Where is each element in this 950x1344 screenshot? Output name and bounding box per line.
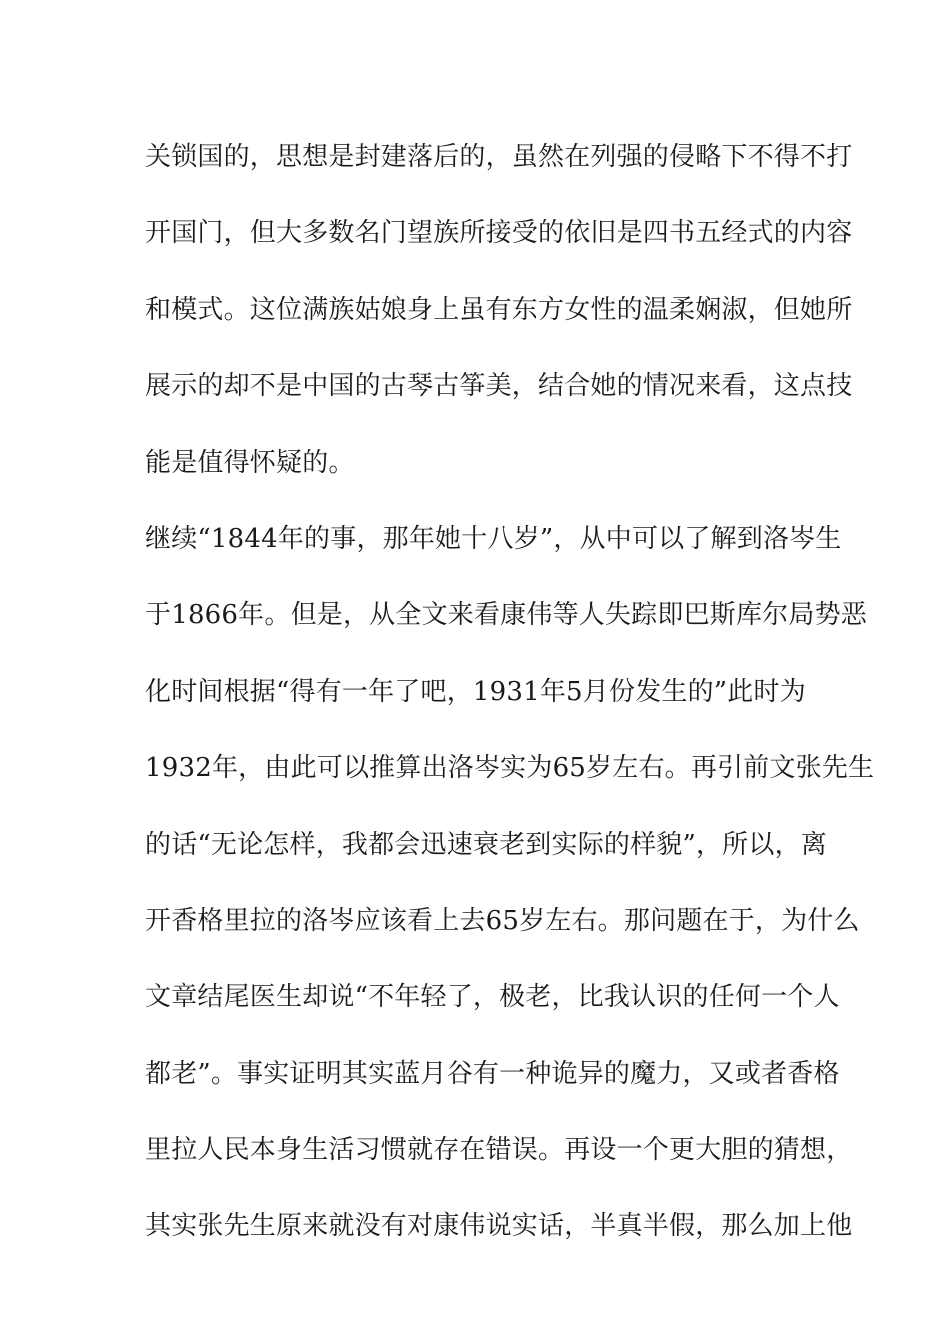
text-line-9: 1932年，由此可以推算出洛岑实为65岁左右。再引前文张先生 <box>145 753 875 784</box>
text-line-12: 文章结尾医生却说“不年轻了，极老，比我认识的任何一个人 <box>145 982 840 1013</box>
text-line-4: 展示的却不是中国的古琴古筝美，结合她的情况来看，这点技 <box>145 371 853 402</box>
text-line-5: 能是值得怀疑的。 <box>145 447 355 478</box>
text-line-11: 开香格里拉的洛岑应该看上去65岁左右。那问题在于，为什么 <box>145 905 860 936</box>
text-line-10: 的话“无论怎样，我都会迅速衰老到实际的样貌”，所以，离 <box>145 829 827 860</box>
text-line-6: 继续“1844年的事，那年她十八岁”，从中可以了解到洛岑生 <box>145 523 842 554</box>
text-line-13: 都老”。事实证明其实蓝月谷有一种诡异的魔力，又或者香格 <box>145 1058 840 1089</box>
text-line-1: 关锁国的，思想是封建落后的，虽然在列强的侵略下不得不打 <box>145 142 853 172</box>
text-line-3: 和模式。这位满族姑娘身上虽有东方女性的温柔娴淑，但她所 <box>145 294 853 325</box>
text-line-15: 其实张先生原来就没有对康伟说实话，半真半假，那么加上他 <box>145 1211 853 1242</box>
text-line-14: 里拉人民本身生活习惯就存在错误。再设一个更大胆的猜想， <box>145 1135 853 1166</box>
text-line-8: 化时间根据“得有一年了吧，1931年5月份发生的”此时为 <box>145 676 806 707</box>
body-text <box>145 132 875 1278</box>
text-line-2: 开国门，但大多数名门望族所接受的依旧是四书五经式的内容 <box>145 218 853 249</box>
text-line-7: 于1866年。但是，从全文来看康伟等人失踪即巴斯库尔局势恶 <box>145 600 867 631</box>
